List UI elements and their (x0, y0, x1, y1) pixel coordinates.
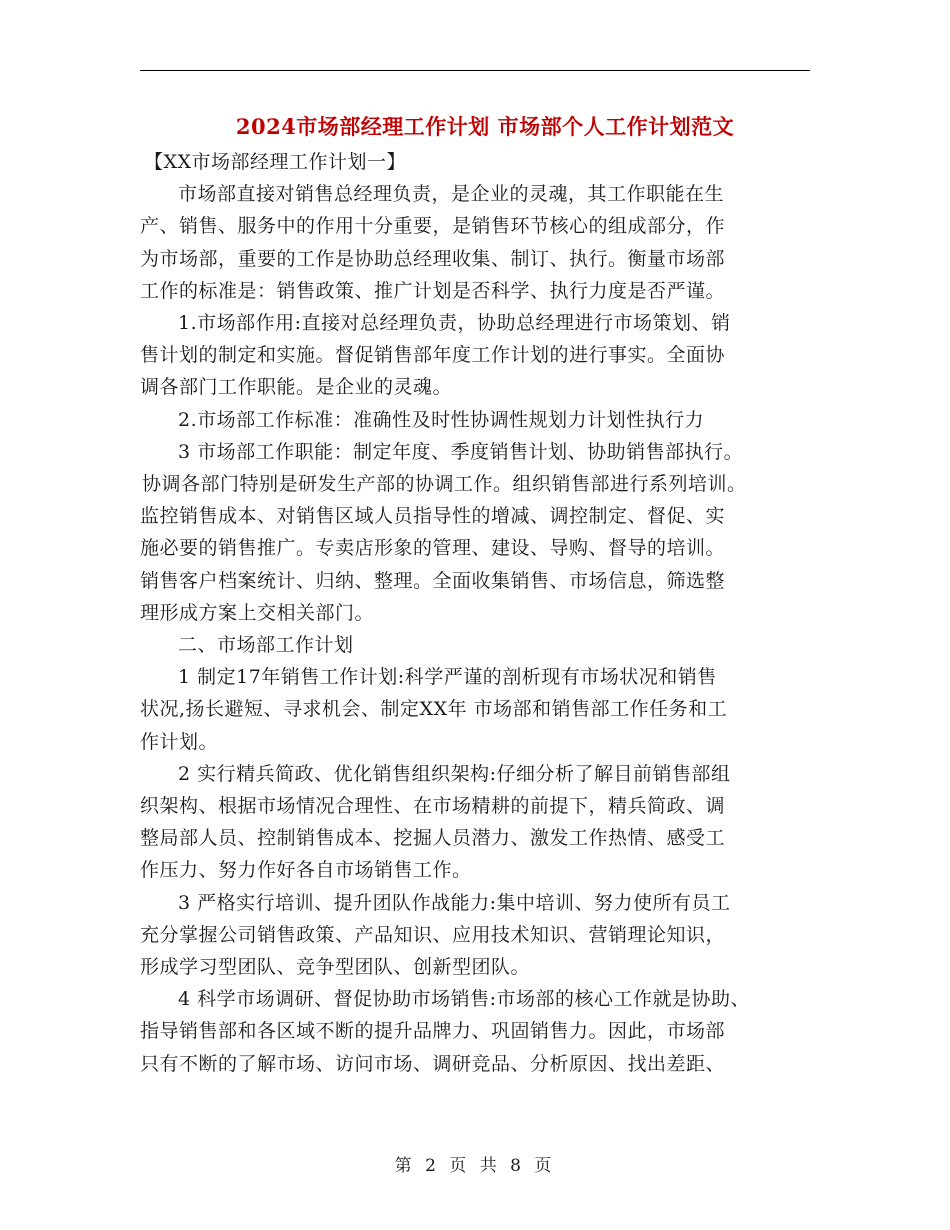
paragraph-line: 只有不断的了解市场、访问市场、调研竞品、分析原因、找出差距、 (140, 1052, 726, 1075)
paragraph-line: 作计划。 (140, 730, 219, 753)
paragraph-line: 1.市场部作用:直接对总经理负责，协助总经理进行市场策划、销 (178, 312, 731, 335)
paragraph-line: 调各部门工作职能。是企业的灵魂。 (140, 376, 453, 399)
paragraph-line: 施必要的销售推广。专卖店形象的管理、建设、导购、督导的培训。 (140, 537, 726, 560)
paragraph-line: 充分掌握公司销售政策、产品知识、应用技术知识、营销理论知识， (140, 923, 726, 946)
paragraph-line: 整局部人员、控制销售成本、挖掘人员潜力、激发工作热情、感受工 (140, 827, 726, 850)
paragraph-line: 作压力、努力作好各自市场销售工作。 (140, 859, 472, 882)
paragraph-line: 工作的标准是：销售政策、推广计划是否科学、执行力度是否严谨。 (140, 279, 726, 302)
page-number: 第 2 页 共 8 页 (394, 1156, 556, 1176)
paragraph-line: 2.市场部工作标准：准确性及时性协调性规划力计划性执行力 (178, 408, 705, 431)
paragraph-line: 3 市场部工作职能：制定年度、季度销售计划、协助销售部执行。 (178, 440, 744, 463)
section-heading-1: 【XX市场部经理工作计划一】 (144, 151, 407, 173)
paragraph-line: 市场部直接对销售总经理负责，是企业的灵魂，其工作职能在生 (178, 183, 725, 206)
paragraph-line: 2 实行精兵简政、优化销售组织架构:仔细分析了解目前销售部组 (178, 762, 731, 785)
paragraph-line: 监控销售成本、对销售区域人员指导性的增减、调控制定、督促、实 (140, 505, 726, 528)
paragraph-line: 为市场部，重要的工作是协助总经理收集、制订、执行。衡量市场部 (140, 247, 726, 270)
paragraph-line: 织架构、根据市场情况合理性、在市场精耕的前提下，精兵简政、调 (140, 795, 726, 818)
document-body (140, 108, 824, 1080)
section-heading-2: 二、市场部工作计划 (178, 634, 354, 657)
paragraph-line: 状况,扬长避短、寻求机会、制定XX年 市场部和销售部工作任务和工 (140, 698, 728, 721)
paragraph-line: 形成学习型团队、竞争型团队、创新型团队。 (140, 956, 531, 979)
paragraph-line: 产、销售、服务中的作用十分重要，是销售环节核心的组成部分，作 (140, 215, 726, 238)
paragraph-line: 3 严格实行培训、提升团队作战能力:集中培训、努力使所有员工 (178, 891, 731, 914)
paragraph-line: 指导销售部和各区域不断的提升品牌力、巩固销售力。因此，市场部 (140, 1020, 726, 1043)
paragraph-line: 4 科学市场调研、督促协助市场销售:市场部的核心工作就是协助、 (178, 988, 751, 1011)
paragraph-line: 销售客户档案统计、归纳、整理。全面收集销售、市场信息，筛选整 (140, 569, 726, 592)
document-title: 2024市场部经理工作计划 市场部个人工作计划范文 (235, 114, 735, 139)
paragraph-line: 理形成方案上交相关部门。 (140, 601, 375, 624)
paragraph-line: 协调各部门特别是研发生产部的协调工作。组织销售部进行系列培训。 (142, 473, 747, 496)
header-rule (140, 70, 810, 71)
paragraph-line: 1 制定17年销售工作计划:科学严谨的剖析现有市场状况和销售 (178, 666, 717, 689)
paragraph-line: 售计划的制定和实施。督促销售部年度工作计划的进行事实。全面协 (140, 344, 726, 367)
